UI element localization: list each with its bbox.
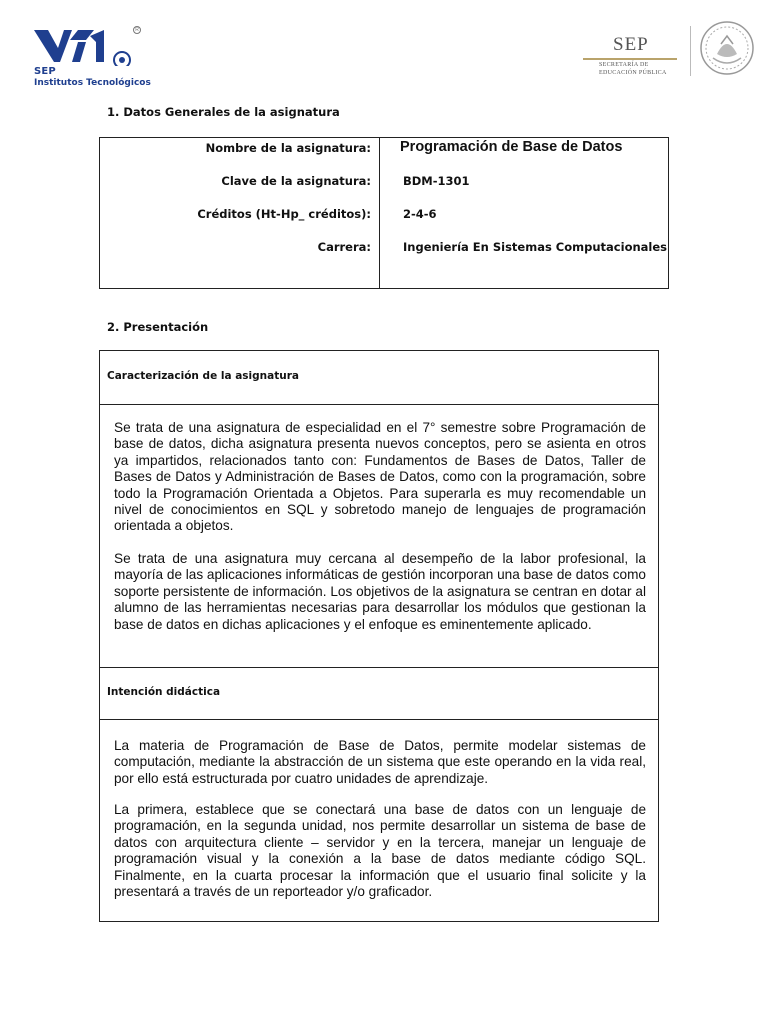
presentation-table: [99, 350, 659, 922]
sep-logo-text: SEP: [34, 66, 56, 77]
table-row-divider: [100, 719, 658, 720]
paragraph-characterization-1: Se trata de una asignatura de especialidad en el 7° semestre sobre Programación de base de datos, dicha asignatura presenta nuevos conceptos, pero se asienta en otros ya impartidos, relacionados tanto con: Fundamentos de Bases de Datos, Taller de Bases de Datos y Administración de Bases de Datos, como con la programación, sobre todo la Programación Orientada a Objetos. Para superarla es muy recomendable un nivel de conocimientos en SQL y sobretodo manejo de lenguajes de programación orientada a objetos.: [114, 420, 646, 534]
paragraph-didactic-1: La materia de Programación de Base de Datos, permite modelar sistemas de computación, mediante la abstracción de un sistema que este operando en la vida real, por ello está estructurada por cuatro unidades de aprendizaje.: [114, 738, 646, 786]
label-subject-key: Clave de la asignatura:: [221, 174, 371, 188]
value-subject-key: BDM-1301: [403, 174, 470, 188]
label-credits: Créditos (Ht-Hp_ créditos):: [197, 207, 371, 221]
registered-mark: R: [133, 26, 141, 34]
label-subject-name: Nombre de la asignatura:: [205, 141, 371, 155]
sep-secretaria-logo: [583, 20, 755, 80]
paragraph-characterization-2: Se trata de una asignatura muy cercana al desempeño de la labor profesional, la mayoría de las aplicaciones informáticas de gestión incorporan una base de datos como soporte persistente de información. Los objetivos de la asignatura se centran en dotar al alumno de las herramientas necesarias para desarrollar los módulos que gestionan la base de datos en dichas aplicaciones y el enfoque es eminentemente aplicado.: [114, 551, 646, 632]
section-heading-presentation: 2. Presentación: [107, 320, 209, 334]
value-career: Ingeniería En Sistemas Computacionales: [403, 240, 668, 254]
label-characterization: Caracterización de la asignatura: [107, 370, 299, 382]
value-subject-name: Programación de Base de Datos: [400, 139, 623, 155]
label-career: Carrera:: [317, 240, 371, 254]
section-heading-general: 1. Datos Generales de la asignatura: [107, 105, 340, 119]
label-didactic-intent: Intención didáctica: [107, 686, 221, 698]
sep-wordmark: SEP: [613, 34, 649, 55]
sep-rule: [583, 58, 677, 60]
national-seal-icon: [699, 20, 755, 76]
logo-divider: [690, 26, 691, 76]
paragraph-didactic-2: La primera, establece que se conectará una base de datos con un lenguaje de programación, en la segunda unidad, nos permite desarrollar un sistema de base de datos con arquitectura cliente – servidor y en la tercera, manejar un lenguaje de programación visual y la conexión a la base de datos mediante código SQL. Finalmente, en la cuarta procesar la información que el usuario final solicite y la presentará a través de un reporteador y/o graficador.: [114, 802, 646, 900]
value-credits: 2-4-6: [403, 207, 437, 221]
table-column-divider: [379, 138, 380, 288]
sep-subtitle-line2: EDUCACIÓN PÚBLICA: [599, 70, 667, 76]
general-data-table: [99, 137, 669, 289]
sep-emblem-icon: [34, 26, 134, 66]
table-row-divider: [100, 404, 658, 405]
institutos-logo-text: Institutos Tecnológicos: [34, 78, 151, 88]
table-row-divider: [100, 667, 658, 668]
sep-institutos-logo: [34, 26, 154, 92]
sep-subtitle-line1: SECRETARÍA DE: [599, 62, 649, 68]
